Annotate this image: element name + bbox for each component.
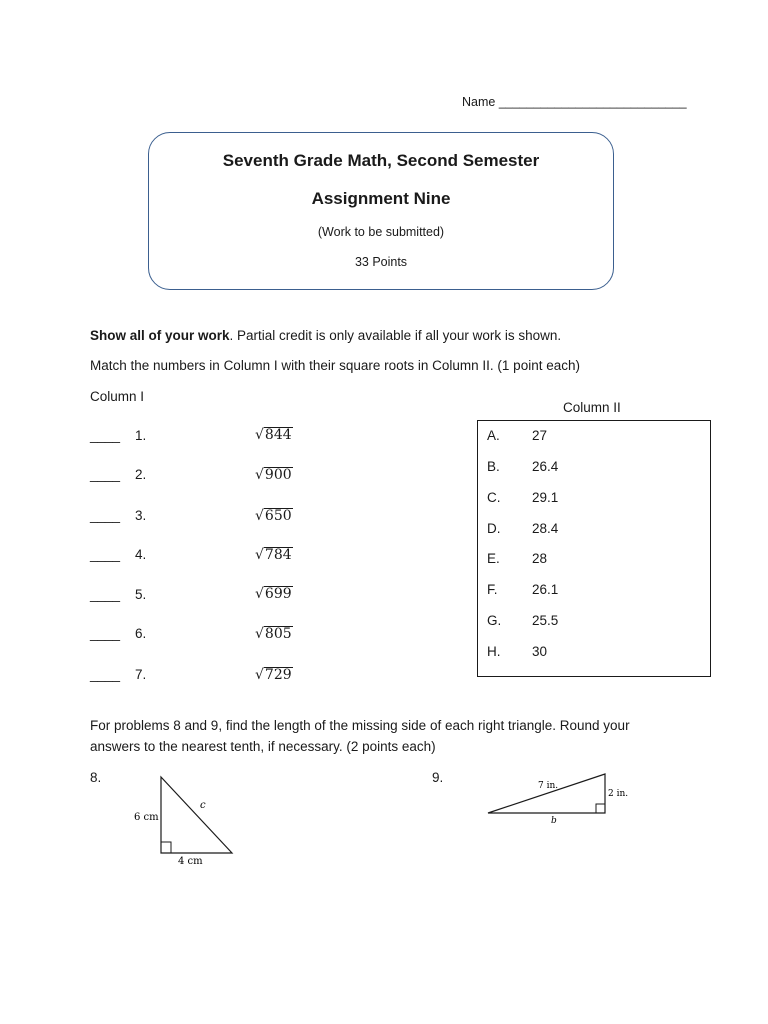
radicand: 805 [264,626,292,642]
points-total: 33 Points [354,255,408,269]
radicand: 900 [264,467,292,483]
triangle-8-shape [161,777,232,853]
square-root-expression [255,626,293,642]
triangle-8-side-left: 6 cm [134,812,159,823]
right-angle-marker-icon [596,804,605,813]
answer-blank[interactable]: ____ [90,508,121,523]
right-angle-marker-icon [161,842,171,853]
choice-letter: E. [487,551,500,566]
problems-instruction-line1: For problems 8 and 9, find the length of the missing side of each right triangle. Round your [90,718,630,733]
radicand: 650 [264,508,292,524]
column2-title: Column II [563,400,621,415]
item-number: 7. [135,667,147,682]
triangle-8-diagram [120,770,250,870]
radical-sign-icon: √ [255,467,264,483]
radical-sign-icon: √ [255,667,264,683]
triangle-8-hypotenuse: c [200,800,206,811]
choice-value: 26.4 [532,459,559,474]
show-work-bold: Show all of your work [90,328,230,343]
radical-sign-icon: √ [255,508,264,524]
choice-letter: B. [487,459,500,474]
problem-9-number: 9. [432,770,444,785]
problems-instruction-line2: answers to the nearest tenth, if necessary. (2 points each) [90,739,436,754]
problem-8-number: 8. [90,770,102,785]
choice-value: 26.1 [532,582,559,597]
choice-value: 28.4 [532,521,559,536]
title-box [148,132,614,290]
answer-blank[interactable]: ____ [90,428,121,443]
square-root-expression [255,427,293,443]
triangle-9-hypotenuse: 7 in. [538,781,559,791]
column2-box [477,420,711,677]
triangle-9-side-bottom: b [551,816,557,826]
answer-blank[interactable]: ____ [90,626,121,641]
square-root-expression [255,467,293,483]
choice-value: 25.5 [532,613,559,628]
name-field-label: Name ___________________________ [462,95,687,109]
triangle-8-side-bottom: 4 cm [178,856,203,867]
radicand: 729 [264,667,292,683]
radical-sign-icon: √ [255,626,264,642]
choice-letter: A. [487,428,500,443]
triangle-9-diagram [480,765,640,830]
item-number: 3. [135,508,147,523]
radicand: 699 [264,586,292,602]
radical-sign-icon: √ [255,547,264,563]
radicand: 844 [264,427,292,443]
radical-sign-icon: √ [255,427,264,443]
triangle-9-shape [488,774,605,813]
choice-letter: F. [487,582,498,597]
item-number: 1. [135,428,147,443]
choice-value: 30 [532,644,548,659]
answer-blank[interactable]: ____ [90,467,121,482]
item-number: 6. [135,626,147,641]
radicand: 784 [264,547,292,563]
answer-blank[interactable]: ____ [90,587,121,602]
answer-blank[interactable]: ____ [90,667,121,682]
choice-letter: D. [487,521,501,536]
choice-value: 29.1 [532,490,559,505]
answer-blank[interactable]: ____ [90,547,121,562]
square-root-expression [255,586,293,602]
radical-sign-icon: √ [255,586,264,602]
show-work-rest: . Partial credit is only available if all your work is shown. [229,328,562,343]
triangle-9-side-right: 2 in. [608,789,629,799]
choice-letter: G. [487,613,502,628]
item-number: 2. [135,467,147,482]
choice-letter: H. [487,644,501,659]
column1-title: Column I [90,389,145,404]
show-work-instruction [90,328,561,343]
match-instruction: Match the numbers in Column I with their square roots in Column II. (1 point each) [90,358,580,373]
course-title: Seventh Grade Math, Second Semester [222,151,540,170]
submission-note: (Work to be submitted) [317,225,445,239]
square-root-expression [255,508,293,524]
square-root-expression [255,667,293,683]
square-root-expression [255,547,293,563]
choice-value: 27 [532,428,548,443]
item-number: 4. [135,547,147,562]
assignment-title: Assignment Nine [311,189,451,208]
choice-value: 28 [532,551,548,566]
choice-letter: C. [487,490,501,505]
item-number: 5. [135,587,147,602]
